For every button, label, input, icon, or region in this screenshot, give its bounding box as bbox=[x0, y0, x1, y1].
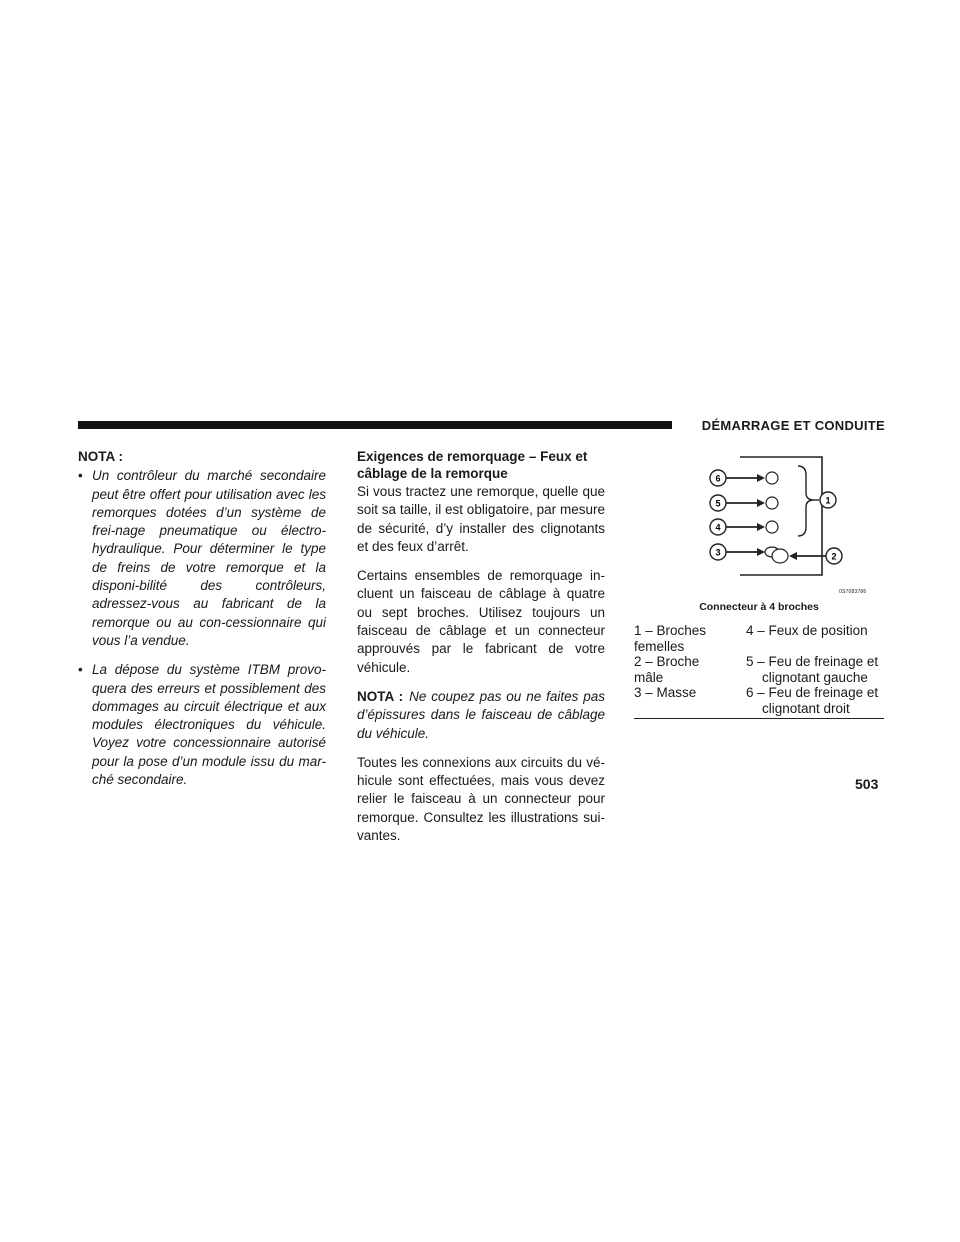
callout-number: 6 bbox=[715, 473, 721, 484]
legend-item: 6 – Feu de freinage et bbox=[746, 685, 879, 701]
header-bar bbox=[78, 421, 672, 429]
figure-caption: Connecteur à 4 broches bbox=[699, 601, 819, 613]
arrow-head bbox=[789, 552, 797, 560]
pin-socket bbox=[766, 497, 778, 509]
connector-diagram bbox=[634, 453, 884, 593]
paragraph: Si vous tractez une remorque, quelle que soit sa taille, il est obligatoire, par mesure de sécurité, d’y installer des clignotants et des feux d’arrêt. bbox=[357, 484, 605, 554]
bullet-icon: • bbox=[78, 662, 83, 678]
section-header-title: DÉMARRAGE ET CONDUITE bbox=[701, 418, 885, 433]
page-number: 503 bbox=[855, 776, 879, 792]
arrow-head bbox=[757, 499, 765, 507]
paragraph: Certains ensembles de remorquage in-cluent un faisceau de câblage à quatre ou sept broches. Utilisez toujours un faisceau de câblage et un connecteur approuvés par le fabricant de votre véhicule. bbox=[357, 568, 605, 675]
brace bbox=[798, 466, 814, 536]
legend-item: 3 – Masse bbox=[634, 685, 697, 701]
section-heading: Exigences de remorquage – Feux et câblage de la remorque bbox=[357, 449, 588, 481]
legend-item-cont bbox=[746, 639, 884, 655]
left-column bbox=[78, 448, 326, 800]
legend-item-cont: clignotant droit bbox=[762, 700, 850, 716]
legend-item-cont: clignotant gauche bbox=[762, 669, 868, 685]
pin-socket bbox=[766, 521, 778, 533]
arrow-head bbox=[757, 474, 765, 482]
callout-number: 3 bbox=[715, 547, 721, 558]
bullet-item bbox=[78, 467, 326, 650]
bullet-text: La dépose du système ITBM provo-quera des erreurs et possiblement des dommages au circuit électrique et aux modules électroniques du véhicule. Voyez votre concessionnaire autorisé pour la pose d’un module issu du mar-ché secondaire. bbox=[92, 662, 326, 788]
legend-item-cont: femelles bbox=[634, 638, 685, 654]
legend-item: 2 – Broche bbox=[634, 654, 700, 670]
nota-paragraph bbox=[357, 688, 605, 743]
bullet-icon: • bbox=[78, 468, 83, 484]
arrow-head bbox=[757, 523, 765, 531]
nota-label: NOTA : bbox=[78, 449, 123, 464]
legend-item: 1 – Broches bbox=[634, 623, 707, 639]
legend-item: 4 – Feux de position bbox=[746, 623, 868, 639]
callout-number: 2 bbox=[831, 551, 837, 562]
bullet-text: Un contrôleur du marché secondaire peut être offert pour utilisation avec les remorques dotées d’un système de frei-nage pneumatique ou électro-hydraulique. Pour déterminer le type de freins de votre remorque et la disponi-bilité des contrôleurs, adressez-vous au fabricant de la remorque ou au con-cessionnaire qui vous l’a vendue. bbox=[92, 468, 326, 648]
nota-label: NOTA : bbox=[357, 688, 404, 704]
legend-item-cont bbox=[634, 701, 746, 717]
callout-number: 4 bbox=[715, 522, 721, 533]
pin-male bbox=[772, 549, 788, 563]
legend-item: 5 – Feu de freinage et bbox=[746, 654, 879, 670]
legend-rule bbox=[634, 718, 884, 719]
pin-socket bbox=[766, 472, 778, 484]
connector-figure bbox=[634, 453, 884, 609]
bullet-item bbox=[78, 661, 326, 789]
legend-item-cont: mâle bbox=[634, 669, 664, 685]
right-column bbox=[634, 453, 884, 719]
middle-column bbox=[357, 448, 605, 856]
figure-code: 0S7083786 bbox=[839, 589, 867, 595]
callout-number: 5 bbox=[715, 498, 721, 509]
paragraph: Toutes les connexions aux circuits du vé-hicule sont effectuées, mais vous devez relier le faisceau à un connecteur pour remorque. Consultez les illustrations sui-vantes. bbox=[357, 754, 605, 844]
nota-text: Ne coupez pas ou ne faites pas d’épissures dans le faisceau de câblage du véhicule. bbox=[357, 688, 605, 741]
arrow-head bbox=[757, 548, 765, 556]
figure-legend bbox=[634, 623, 884, 716]
callout-number: 1 bbox=[825, 495, 831, 506]
